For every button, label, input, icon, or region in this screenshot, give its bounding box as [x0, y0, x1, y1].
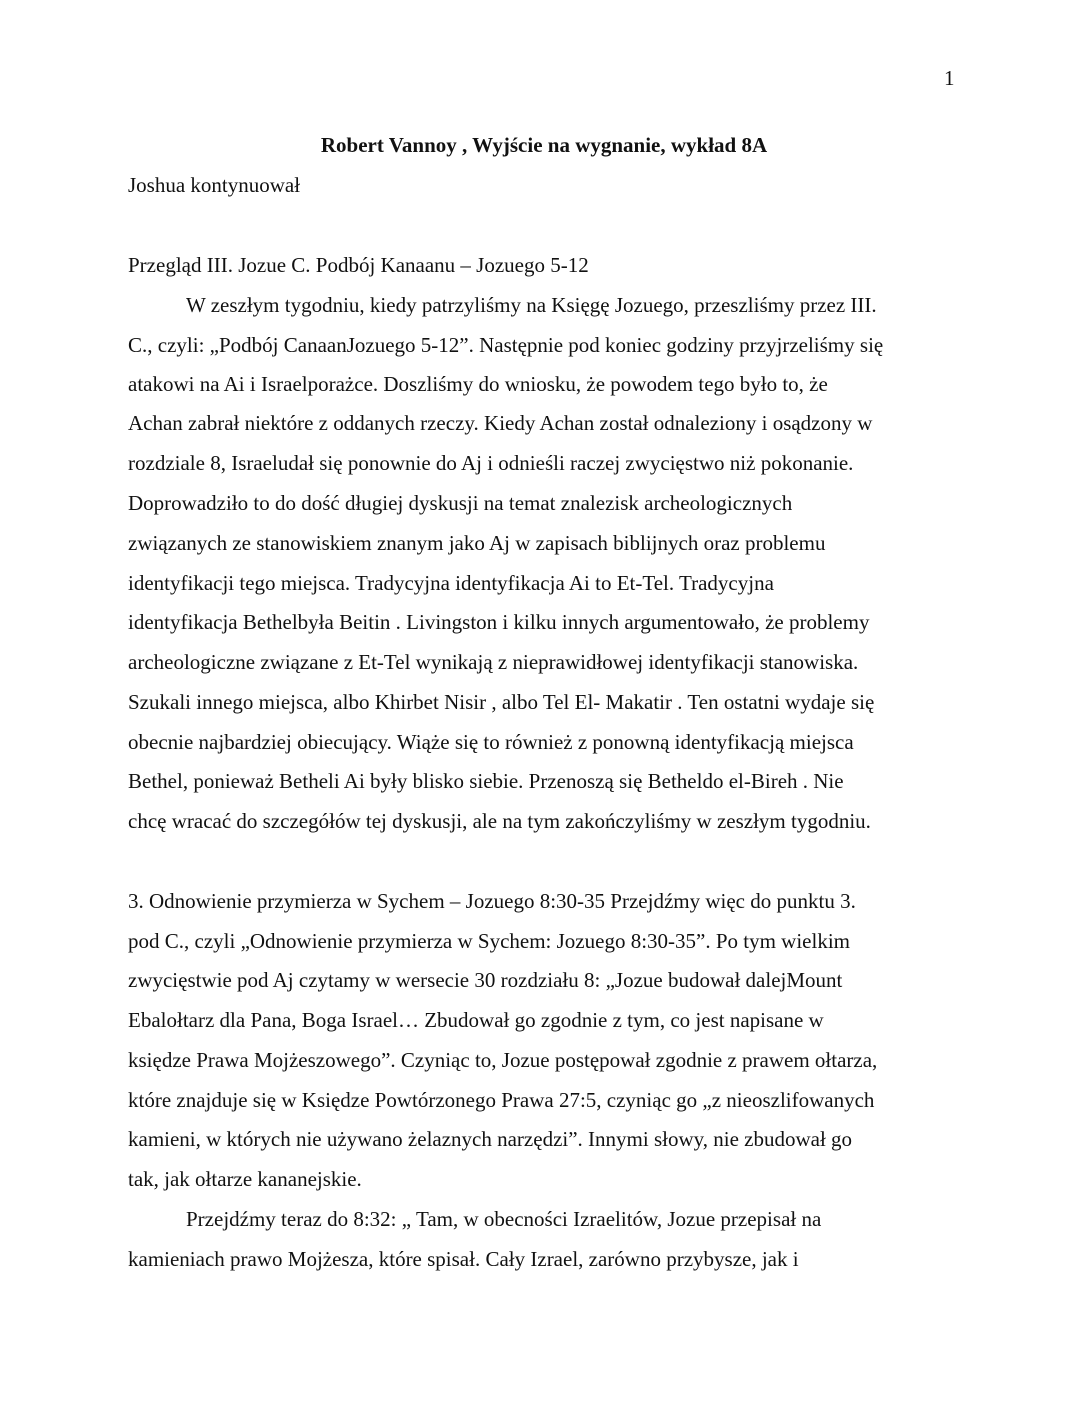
- paragraph-line: obecnie najbardziej obiecujący. Wiąże się to również z ponowną identyfikacją miejsca: [128, 730, 854, 754]
- paragraph-line: Bethel, ponieważ Betheli Ai były blisko siebie. Przenoszą się Betheldo el-Bireh . Nie: [128, 769, 844, 793]
- paragraph-line: księdze Prawa Mojżeszowego”. Czyniąc to, Jozue postępował zgodnie z prawem ołtarza,: [128, 1048, 878, 1072]
- paragraph-line: chcę wracać do szczegółów tej dyskusji, ale na tym zakończyliśmy w zeszłym tygodniu.: [128, 809, 871, 833]
- paragraph-line: Przejdźmy teraz do 8:32: „ Tam, w obecności Izraelitów, Jozue przepisał na: [186, 1207, 822, 1231]
- paragraph-line: kamieni, w których nie używano żelaznych narzędzi”. Innymi słowy, nie zbudował go: [128, 1127, 853, 1151]
- subtitle: Joshua kontynuował: [128, 173, 301, 197]
- paragraph-line: kamieniach prawo Mojżesza, które spisał. Cały Izrael, zarówno przybysze, jak i: [128, 1247, 799, 1271]
- paragraph-line: Szukali innego miejsca, albo Khirbet Nisir , albo Tel El- Makatir . Ten ostatni wydaje się: [128, 690, 875, 714]
- paragraph-line: 3. Odnowienie przymierza w Sychem – Jozuego 8:30-35 Przejdźmy więc do punktu 3.: [128, 889, 856, 913]
- paragraph-line: atakowi na Ai i Israelporażce. Doszliśmy do wniosku, że powodem tego było to, że: [128, 372, 828, 396]
- paragraph-line: W zeszłym tygodniu, kiedy patrzyliśmy na Księgę Jozuego, przeszliśmy przez III.: [186, 293, 877, 317]
- document-title: Robert Vannoy , Wyjście na wygnanie, wykład 8A: [320, 133, 768, 157]
- paragraph-line: identyfikacji tego miejsca. Tradycyjna identyfikacja Ai to Et-Tel. Tradycyjna: [128, 571, 774, 595]
- paragraph-line: pod C., czyli „Odnowienie przymierza w Sychem: Jozuego 8:30-35”. Po tym wielkim: [128, 929, 851, 953]
- section-heading: Przegląd III. Jozue C. Podbój Kanaanu – Jozuego 5-12: [128, 253, 589, 277]
- paragraph-line: Doprowadziło to do dość długiej dyskusji na temat znalezisk archeologicznych: [128, 491, 793, 515]
- paragraph-line: C., czyli: „Podbój CanaanJozuego 5-12”. Następnie pod koniec godziny przyjrzeliśmy się: [128, 333, 884, 357]
- paragraph-line: związanych ze stanowiskiem znanym jako Aj w zapisach biblijnych oraz problemu: [128, 531, 826, 555]
- paragraph-line: Achan zabrał niektóre z oddanych rzeczy. Kiedy Achan został odnaleziony i osądzony w: [128, 411, 873, 435]
- paragraph-line: które znajduje się w Księdze Powtórzonego Prawa 27:5, czyniąc go „z nieoszlifowanych: [128, 1088, 875, 1112]
- paragraph-line: archeologiczne związane z Et-Tel wynikają z nieprawidłowej identyfikacji stanowiska.: [128, 650, 859, 674]
- page-number: 1: [944, 66, 955, 90]
- paragraph-line: rozdziale 8, Israeludał się ponownie do Aj i odnieśli raczej zwycięstwo niż pokonanie.: [128, 451, 854, 475]
- paragraph-line: tak, jak ołtarze kananejskie.: [128, 1167, 362, 1191]
- paragraph-line: Ebalołtarz dla Pana, Boga Israel… Zbudował go zgodnie z tym, co jest napisane w: [128, 1008, 824, 1032]
- paragraph-line: zwycięstwie pod Aj czytamy w wersecie 30 rozdziału 8: „Jozue budował dalejMount: [128, 968, 843, 992]
- paragraph-line: identyfikacja Bethelbyła Beitin . Livingston i kilku innych argumentowało, że problemy: [128, 610, 870, 634]
